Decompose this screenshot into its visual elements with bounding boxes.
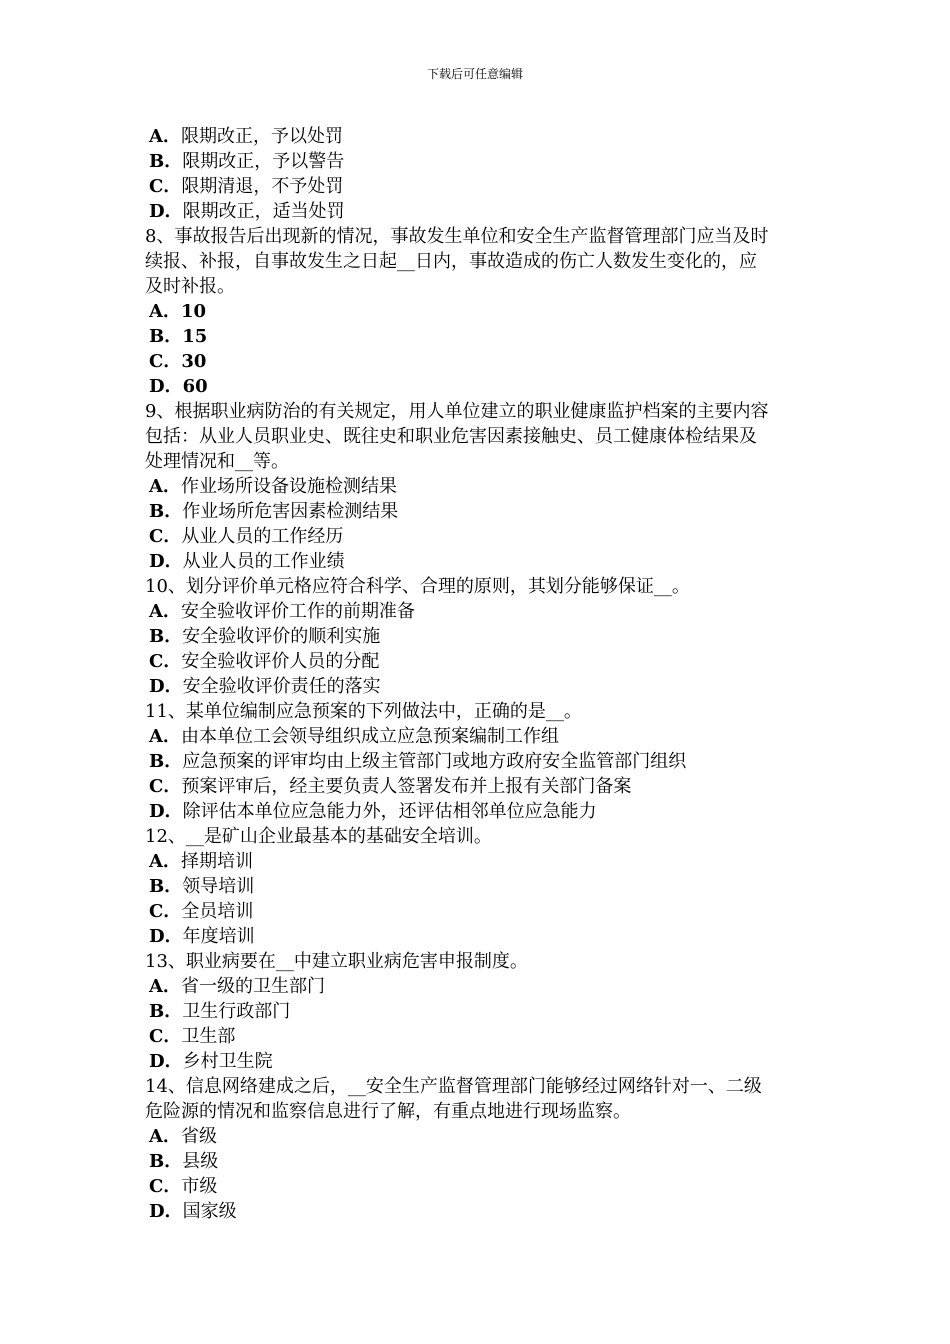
- option-text: 除评估本单位应急能力外，还评估相邻单位应急能力: [182, 801, 597, 822]
- question-text-line: 9、根据职业病防治的有关规定，用人单位建立的职业健康监护档案的主要内容: [145, 401, 769, 422]
- option-b: [145, 749, 815, 774]
- option-c: [145, 524, 815, 549]
- page-header: 下载后可任意编辑: [426, 67, 523, 81]
- option-text: 由本单位工会领导组织成立应急预案编制工作组: [180, 726, 559, 747]
- question-13: [145, 949, 815, 1074]
- option-b: [145, 874, 815, 899]
- document-body: [145, 124, 815, 1224]
- option-letter: B．: [149, 626, 183, 647]
- question-text-line: 及时补报。: [145, 276, 235, 297]
- option-letter: C．: [149, 176, 182, 197]
- question-12: [145, 824, 815, 949]
- question-11: [145, 699, 815, 824]
- option-d: [145, 1199, 815, 1224]
- option-letter: A．: [149, 851, 181, 872]
- question-8: [145, 224, 815, 399]
- option-letter: A．: [149, 301, 181, 322]
- option-a: [145, 849, 815, 874]
- option-letter: B．: [149, 1001, 183, 1022]
- option-letter: A．: [149, 1126, 181, 1147]
- option-c: [145, 774, 815, 799]
- option-text: 安全验收评价工作的前期准备: [180, 601, 415, 622]
- option-text: 全员培训: [181, 901, 254, 922]
- option-text: 60: [182, 376, 208, 397]
- option-letter: B．: [149, 501, 183, 522]
- option-d: [145, 674, 815, 699]
- option-a: [145, 124, 815, 149]
- option-a: [145, 974, 815, 999]
- option-text: 卫生行政部门: [182, 1001, 291, 1022]
- option-d: [145, 1049, 815, 1074]
- option-letter: B．: [149, 751, 183, 772]
- option-text: 10: [180, 301, 207, 322]
- option-letter: D．: [149, 376, 183, 397]
- option-letter: C．: [149, 1176, 182, 1197]
- option-text: 卫生部: [181, 1026, 236, 1047]
- question-text-line: 14、信息网络建成之后，__安全生产监督管理部门能够经过网络针对一、二级: [145, 1076, 762, 1097]
- option-text: 领导培训: [182, 876, 255, 897]
- option-c: [145, 1174, 815, 1199]
- option-a: [145, 1124, 815, 1149]
- option-c: [145, 899, 815, 924]
- option-c: [145, 349, 815, 374]
- option-c: [145, 1024, 815, 1049]
- question-text-line: 处理情况和__等。: [145, 451, 289, 472]
- option-a: [145, 474, 815, 499]
- option-letter: C．: [149, 901, 182, 922]
- prev-question-options: [145, 124, 815, 224]
- option-letter: A．: [149, 976, 181, 997]
- option-c: [145, 174, 815, 199]
- option-text: 作业场所危害因素检测结果: [182, 501, 399, 522]
- option-b: [145, 999, 815, 1024]
- option-letter: C．: [149, 1026, 182, 1047]
- option-letter: D．: [149, 801, 183, 822]
- option-d: [145, 374, 815, 399]
- option-letter: B．: [149, 1151, 183, 1172]
- option-a: [145, 299, 815, 324]
- question-text-line: 13、职业病要在__中建立职业病危害申报制度。: [145, 951, 528, 972]
- option-letter: D．: [149, 1201, 183, 1222]
- option-text: 省级: [180, 1126, 217, 1147]
- option-text: 乡村卫生院: [182, 1051, 273, 1072]
- option-text: 限期改正，予以警告: [182, 151, 345, 172]
- option-letter: D．: [149, 676, 183, 697]
- option-letter: C．: [149, 351, 182, 372]
- option-text: 年度培训: [182, 926, 255, 947]
- option-text: 国家级: [182, 1201, 237, 1222]
- option-b: [145, 324, 815, 349]
- option-letter: B．: [149, 326, 183, 347]
- question-text-line: 10、划分评价单元格应符合科学、合理的原则，其划分能够保证__。: [145, 576, 690, 597]
- option-text: 从业人员的工作经历: [181, 526, 344, 547]
- option-c: [145, 649, 815, 674]
- option-letter: A．: [149, 726, 181, 747]
- option-letter: C．: [149, 651, 182, 672]
- question-10: [145, 574, 815, 699]
- option-b: [145, 624, 815, 649]
- question-text-line: 续报、补报，自事故发生之日起__日内，事故造成的伤亡人数发生变化的，应: [145, 251, 757, 272]
- question-14: [145, 1074, 815, 1224]
- option-b: [145, 499, 815, 524]
- option-text: 15: [182, 326, 208, 347]
- question-text-line: 包括：从业人员职业史、既往史和职业危害因素接触史、员工健康体检结果及: [145, 426, 757, 447]
- option-d: [145, 199, 815, 224]
- option-text: 30: [181, 351, 207, 372]
- option-text: 应急预案的评审均由上级主管部门或地方政府安全监管部门组织: [182, 751, 687, 772]
- option-a: [145, 599, 815, 624]
- option-text: 限期清退，不予处罚: [181, 176, 344, 197]
- option-letter: A．: [149, 126, 181, 147]
- option-letter: A．: [149, 601, 181, 622]
- question-text-line: 8、事故报告后出现新的情况，事故发生单位和安全生产监督管理部门应当及时: [145, 226, 769, 247]
- option-text: 限期改正，适当处罚: [182, 201, 345, 222]
- option-d: [145, 549, 815, 574]
- option-a: [145, 724, 815, 749]
- option-letter: D．: [149, 201, 183, 222]
- option-text: 县级: [182, 1151, 219, 1172]
- option-text: 安全验收评价人员的分配: [181, 651, 380, 672]
- question-9: [145, 399, 815, 574]
- option-text: 省一级的卫生部门: [180, 976, 325, 997]
- question-text-line: 12、__是矿山企业最基本的基础安全培训。: [145, 826, 492, 847]
- option-letter: B．: [149, 151, 183, 172]
- option-letter: C．: [149, 526, 182, 547]
- option-text: 市级: [181, 1176, 218, 1197]
- option-d: [145, 924, 815, 949]
- option-text: 择期培训: [180, 851, 253, 872]
- option-letter: B．: [149, 876, 183, 897]
- option-letter: C．: [149, 776, 182, 797]
- option-text: 限期改正，予以处罚: [180, 126, 343, 147]
- option-letter: D．: [149, 1051, 183, 1072]
- option-text: 安全验收评价的顺利实施: [182, 626, 381, 647]
- question-text-line: 危险源的情况和监察信息进行了解，有重点地进行现场监察。: [145, 1101, 631, 1122]
- option-b: [145, 1149, 815, 1174]
- option-letter: D．: [149, 926, 183, 947]
- option-letter: A．: [149, 476, 181, 497]
- option-b: [145, 149, 815, 174]
- option-letter: D．: [149, 551, 183, 572]
- option-text: 安全验收评价责任的落实: [182, 676, 381, 697]
- option-d: [145, 799, 815, 824]
- option-text: 预案评审后，经主要负责人签署发布并上报有关部门备案: [181, 776, 632, 797]
- question-text-line: 11、某单位编制应急预案的下列做法中，正确的是__。: [145, 701, 582, 722]
- option-text: 从业人员的工作业绩: [182, 551, 345, 572]
- option-text: 作业场所设备设施检测结果: [180, 476, 397, 497]
